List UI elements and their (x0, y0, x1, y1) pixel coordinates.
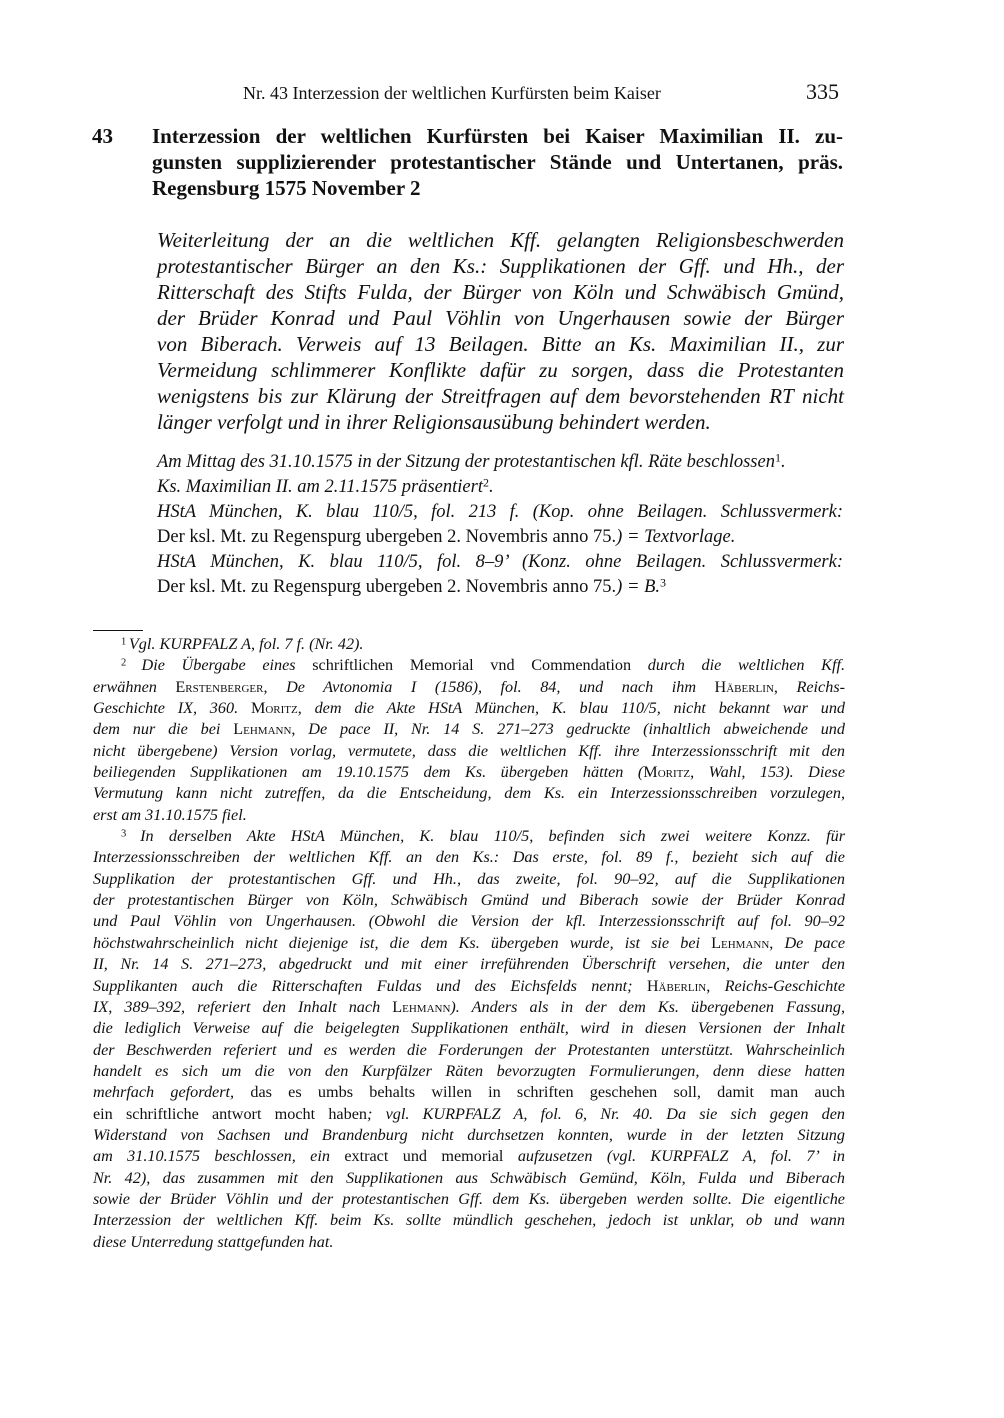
text-segment: HStA München, K. blau 110/5, fol. 213 f. (Kop. ohne Beilagen. Schlussvermerk: (157, 502, 843, 522)
text-segment: Häberlin (714, 677, 774, 696)
footnote-line (93, 783, 845, 804)
footnote-line (93, 1210, 845, 1231)
text-segment: Wahl, 153). Diese (708, 763, 846, 782)
title-line (152, 149, 843, 175)
footnote-line (93, 655, 845, 676)
text-segment: sowie der Brüder Vöhlin und der protestantischen Gff. dem Ks. übergeben werden sollte. Die eigentliche (93, 1189, 845, 1208)
text-segment: Supplikanten auch die Ritterschaften Fuldas und des Eichsfelds nennt; (93, 976, 647, 995)
document-number: 43 (92, 124, 113, 148)
text-segment: ). Anders als in der dem Ks. übergebenen Fassung, (450, 997, 845, 1016)
text-segment: Lehmann (233, 720, 292, 739)
text-segment: höchstwahrscheinlich nicht diejenige ist, die dem Ks. übergeben wurde, ist sie bei (93, 933, 712, 952)
text-segment: das es umbs behalts willen in schriften geschehen soll, damit man auch (250, 1083, 845, 1102)
text-segment: Interzessionsschreiben der weltlichen Kff. an den Ks.: Das erste, fol. 89 f., bezieht sich auf die (93, 848, 845, 867)
summary-line (157, 409, 844, 435)
summary-line (157, 253, 844, 279)
footnote-line (93, 1018, 845, 1039)
summary-line (157, 357, 844, 383)
text-segment: De Avtonomia I (1586), fol. 84, und nach ihm (286, 677, 715, 696)
text-segment: beiliegenden Supplikationen am 19.10.1575 dem Ks. übergeben hätten ( (93, 763, 644, 782)
text-segment: mehrfach gefordert, (93, 1083, 251, 1102)
footnote-line (93, 1061, 845, 1082)
text-segment: Reichs- (796, 677, 846, 696)
footnote-line (93, 890, 845, 911)
text-segment: der Brüder Konrad und Paul Vöhlin von Ungerhausen sowie der Bürger (157, 306, 844, 330)
text-segment: , (291, 720, 309, 739)
text-segment: ) = B. (616, 577, 660, 597)
text-segment: der protestantischen Bürger von Köln, Schwäbisch Gmünd und Biberach sowie der Brüder Konrad (93, 891, 845, 910)
footnote-line (93, 1082, 845, 1103)
title-line (152, 175, 843, 201)
title-line (152, 123, 843, 149)
text-segment: schriftlichen Memorial vnd Commendation (312, 656, 648, 675)
text-segment: länger verfolgt und in ihrer Religionsausübung behindert werden. (157, 410, 711, 434)
source-notes (157, 450, 843, 600)
footnote-divider (93, 630, 143, 631)
footnote-line (93, 997, 845, 1018)
text-segment: Geschichte IX, 360. (93, 699, 251, 718)
footnote-line (93, 677, 845, 698)
running-head: Nr. 43 Interzession der weltlichen Kurfürsten beim Kaiser (243, 83, 661, 103)
text-segment: Regensburg 1575 November 2 (152, 176, 421, 200)
text-segment: dem nur die bei (93, 720, 234, 739)
text-segment: erst am 31.10.1575 fiel. (93, 805, 247, 824)
footnote-line (93, 976, 845, 997)
text-segment: Interzession der weltlichen Kff. beim Ks. sollte mündlich geschehen, jedoch ist unklar, ob und wann (93, 1211, 845, 1230)
footnote-line (93, 634, 845, 655)
footnote-line (93, 1146, 845, 1167)
footnote-line (93, 698, 845, 719)
text-segment: Ks. Maximilian II. am 2.11.1575 präsentiert (157, 477, 483, 497)
text-segment: ; vgl. KURPFALZ A, fol. 6, Nr. 40. Da sie sich gegen den (366, 1104, 845, 1123)
text-segment: , (706, 976, 725, 995)
footnote-line (93, 1125, 845, 1146)
footnote-line (93, 805, 845, 826)
text-segment: Widerstand von Sachsen und Brandenburg nicht durchsetzen konnten, wurde in der letzten Sitzung (93, 1125, 845, 1144)
text-segment: aufzusetzen (vgl. KURPFALZ A, fol. 7’ in (517, 1147, 845, 1166)
footnote-line (93, 826, 845, 847)
text-segment: De pace (784, 933, 846, 952)
footnote-line (93, 762, 845, 783)
text-segment: Vermutung kann nicht zutreffen, da die Entscheidung, dem Ks. ein Interzessionsschreiben vorzulegen, (93, 784, 845, 803)
footnote-line (93, 1189, 845, 1210)
footnote-line (93, 1168, 845, 1189)
text-segment: und Paul Vöhlin von Ungerhausen. (Obwohl die Version der kfl. Interzessionsschrift auf fol. 90–92 (93, 912, 845, 931)
text-segment: Erstenberger (175, 677, 264, 696)
text-segment: Vermeidung schlimmerer Konflikte dafür zu sorgen, dass die Protestanten (157, 358, 844, 382)
footnote-line (93, 954, 845, 975)
footnote-marker: 3 (660, 575, 667, 590)
text-segment: extract und memorial (344, 1147, 518, 1166)
summary-line (157, 227, 844, 253)
footnote-marker: 1 (774, 450, 781, 465)
text-segment: , (690, 763, 709, 782)
text-segment: Moritz (250, 699, 298, 718)
summary-line (157, 383, 844, 409)
footnote-line (93, 741, 845, 762)
text-segment: Nr. 42), das zusammen mit den Supplikationen aus Schwäbisch Gemünd, Köln, Fulda und Biberach (93, 1168, 845, 1187)
footnote-line (93, 1232, 845, 1253)
text-segment: Ritterschaft des Stifts Fulda, der Bürger von Köln und Schwäbisch Gmünd, (157, 280, 844, 304)
summary-line (157, 305, 844, 331)
sources-line (157, 575, 843, 600)
text-segment: von Biberach. Verweis auf 13 Beilagen. Bitte an Ks. Maximilian II., zur (157, 332, 844, 356)
text-segment: Supplikation der protestantischen Gff. und Hh., das zweite, fol. 90–92, auf die Supplikationen (93, 869, 845, 888)
footnote-line (93, 1040, 845, 1061)
sources-line (157, 550, 843, 575)
text-segment: Der ksl. Mt. zu Regenspurg ubergeben 2. Novembris anno 75. (157, 527, 617, 547)
footnote-line (93, 869, 845, 890)
text-segment: , (263, 677, 287, 696)
text-segment: Die Übergabe eines (141, 656, 313, 675)
footnote-line (93, 1104, 845, 1125)
text-segment: , (773, 677, 797, 696)
text-segment: wenigstens bis zur Klärung der Streitfragen auf dem bevorstehenden RT nicht (157, 384, 844, 408)
footnote-marker: 2 (121, 657, 142, 669)
footnote-marker: 3 (121, 828, 141, 840)
footnotes (93, 634, 845, 1253)
sources-line (157, 500, 843, 525)
text-segment: . (780, 452, 786, 472)
text-segment: HStA München, K. blau 110/5, fol. 8–9’ (Konz. ohne Beilagen. Schlussvermerk: (157, 552, 843, 572)
text-segment: De pace II, Nr. 14 S. 271–273 gedruckte (inhaltlich abweichende und (308, 720, 845, 739)
text-segment: der Beschwerden referiert und es werden die Forderungen der Protestanten unterstützt. Wahrscheinlich (93, 1040, 845, 1059)
footnote-marker: 1 (121, 636, 129, 648)
text-segment: protestantischer Bürger an den Ks.: Supplikationen der Gff. und Hh., der (157, 254, 844, 278)
text-segment: IX, 389–392, referiert den Inhalt nach (93, 997, 393, 1016)
text-segment: diese Unterredung stattgefunden hat. (93, 1232, 334, 1251)
text-segment: erwähnen (93, 677, 176, 696)
text-segment: Lehmann (711, 933, 770, 952)
text-segment: gunsten supplizierender protestantischer Stände und Untertanen, präs. (152, 150, 843, 174)
sources-line (157, 475, 843, 500)
summary-regest (157, 227, 844, 435)
footnote-marker: 2 (482, 475, 489, 490)
text-segment: handelt es sich um die von den Kurpfälzer Räten bevorzugten Formulierungen, denn diese hatten (93, 1061, 845, 1080)
footnote-line (93, 933, 845, 954)
document-title (152, 123, 843, 201)
text-segment: In derselben Akte HStA München, K. blau 110/5, befinden sich zwei weitere Konzz. für (140, 827, 846, 846)
text-segment: ) = Textvorlage. (616, 527, 736, 547)
text-segment: durch die weltlichen Kff. (647, 656, 845, 675)
summary-line (157, 279, 844, 305)
sources-line (157, 450, 843, 475)
text-segment: nicht übergebene) Version vorlag, vermutete, dass die weltlichen Kff. ihre Interzessionsschrift mit den (93, 741, 845, 760)
text-segment: am 31.10.1575 beschlossen, ein (93, 1147, 345, 1166)
text-segment: Der ksl. Mt. zu Regenspurg ubergeben 2. Novembris anno 75. (157, 577, 617, 597)
text-segment: II, Nr. 14 S. 271–273, abgedruckt und mit einer irreführenden Überschrift versehen, die unter den (93, 955, 845, 974)
summary-line (157, 331, 844, 357)
page-number: 335 (806, 79, 839, 104)
text-segment: dem die Akte HStA München, K. blau 110/5, nicht bekannt war und (314, 699, 846, 718)
text-segment: Am Mittag des 31.10.1575 in der Sitzung der protestantischen kfl. Räte beschlossen (157, 452, 775, 472)
text-segment: Interzession der weltlichen Kurfürsten bei Kaiser Maximilian II. zu- (152, 124, 843, 148)
text-segment: ein schriftliche antwort mocht haben (93, 1104, 367, 1123)
text-segment: Moritz (643, 763, 691, 782)
text-segment: Vgl. KURPFALZ A, fol. 7 f. (Nr. 42). (128, 635, 364, 653)
sources-line (157, 525, 843, 550)
text-segment: Weiterleitung der an die weltlichen Kff. gelangten Religionsbeschwerden (157, 228, 844, 252)
text-segment: die lediglich Verweise auf die beigelegten Supplikationen enthält, wird in diesen Versionen der Inhalt (93, 1019, 845, 1038)
text-segment: Häberlin (646, 976, 707, 995)
footnote-line (93, 719, 845, 740)
footnote-line (93, 911, 845, 932)
text-segment: , (769, 933, 785, 952)
footnote-line (93, 847, 845, 868)
text-segment: Reichs-Geschichte (724, 976, 846, 995)
text-segment: Lehmann (392, 997, 451, 1016)
text-segment: , (297, 699, 315, 718)
text-segment: . (488, 477, 494, 497)
